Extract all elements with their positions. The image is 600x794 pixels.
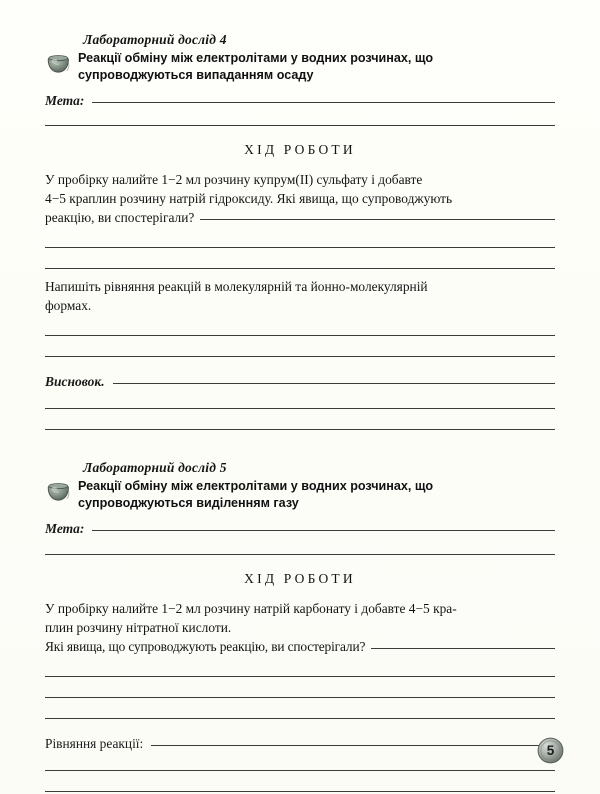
experiment-title-row-4: [45, 49, 555, 84]
task-text-4: [45, 277, 555, 315]
conclusion-row-4: [45, 374, 555, 390]
procedure-heading-5: ХІД РОБОТИ: [244, 571, 356, 586]
purpose-label-4: Мета:: [45, 93, 85, 108]
purpose-blank-line-5-1[interactable]: [92, 530, 555, 531]
procedure-text-4-line2: [45, 189, 555, 208]
conclusion-blank-line-4-3[interactable]: [45, 429, 555, 430]
experiment-caption-4: Лабораторний дослід 4: [83, 32, 227, 47]
conclusion-blank-line-4-1[interactable]: [113, 383, 555, 384]
experiment-block-5: [45, 460, 555, 792]
experiment-title-4: [78, 49, 555, 84]
experiment-title-4-line2: супроводжуються випаданням осаду: [78, 68, 314, 82]
procedure-text-5-line1: [45, 599, 555, 618]
task-text-4-line1: [45, 277, 555, 296]
answer-blank-line-4-1[interactable]: [200, 219, 555, 220]
experiment-title-5-line2: супроводжуються виділенням газу: [78, 496, 299, 510]
procedure-text-5-line2: плин розчину нітратної кислоти.: [45, 620, 232, 635]
page-number-text: 5: [546, 742, 555, 758]
equation-row-5: [45, 736, 555, 752]
purpose-row-5: [45, 521, 555, 537]
procedure-line-text: У пробірку налийте 1−2 мл розчину купрум(II) сульфату і добавте: [45, 172, 423, 187]
procedure-line-text: Які явища, що супроводжують реакцію, ви спостерігали?: [45, 639, 366, 654]
flask-icon: [45, 478, 72, 503]
equation-blank-line-5-1[interactable]: [151, 745, 555, 746]
experiment-title-4-line1: [78, 50, 555, 67]
procedure-line-text: 4−5 краплин розчину натрій гідроксиду. Які явища, що супроводжують: [45, 191, 453, 206]
procedure-line-text: У пробірку налийте 1−2 мл розчину натрій карбонату і добавте 4−5 кра-: [45, 601, 457, 616]
flask-icon: [45, 50, 72, 75]
equation-blank-line-5-3[interactable]: [45, 791, 555, 792]
conclusion-label-4: Висновок.: [45, 374, 105, 389]
experiment-title-row-5: [45, 477, 555, 512]
procedure-line-text: реакцію, ви спостерігали?: [45, 210, 195, 225]
task-line-text: Напишіть рівняння реакцій в молекулярній та йонно-молекулярній: [45, 279, 428, 294]
experiment-caption-5: Лабораторний дослід 5: [83, 460, 227, 475]
procedure-heading-4: ХІД РОБОТИ: [244, 142, 356, 157]
procedure-text-4-line1: [45, 170, 555, 189]
experiment-block-4: [45, 32, 555, 430]
task-text-4-line2: формах.: [45, 298, 92, 313]
experiment-title-5-line1: [78, 478, 555, 495]
title-line-text: Реакції обміну між електролітами у водних розчинах, що: [78, 479, 434, 493]
answer-blank-line-5-1[interactable]: [371, 648, 555, 649]
purpose-row-4: [45, 93, 555, 109]
purpose-label-5: Мета:: [45, 521, 85, 536]
page-number-badge: [537, 737, 564, 764]
equation-label-5: Рівняння реакції:: [45, 736, 144, 751]
title-line-text: Реакції обміну між електролітами у водних розчинах, що: [78, 51, 434, 65]
procedure-text-4-line3: [45, 208, 555, 227]
procedure-text-4: [45, 170, 555, 227]
experiment-title-5: [78, 477, 555, 512]
procedure-text-5: [45, 599, 555, 656]
procedure-text-5-line3: [45, 637, 555, 656]
purpose-blank-line-4-1[interactable]: [92, 102, 555, 103]
